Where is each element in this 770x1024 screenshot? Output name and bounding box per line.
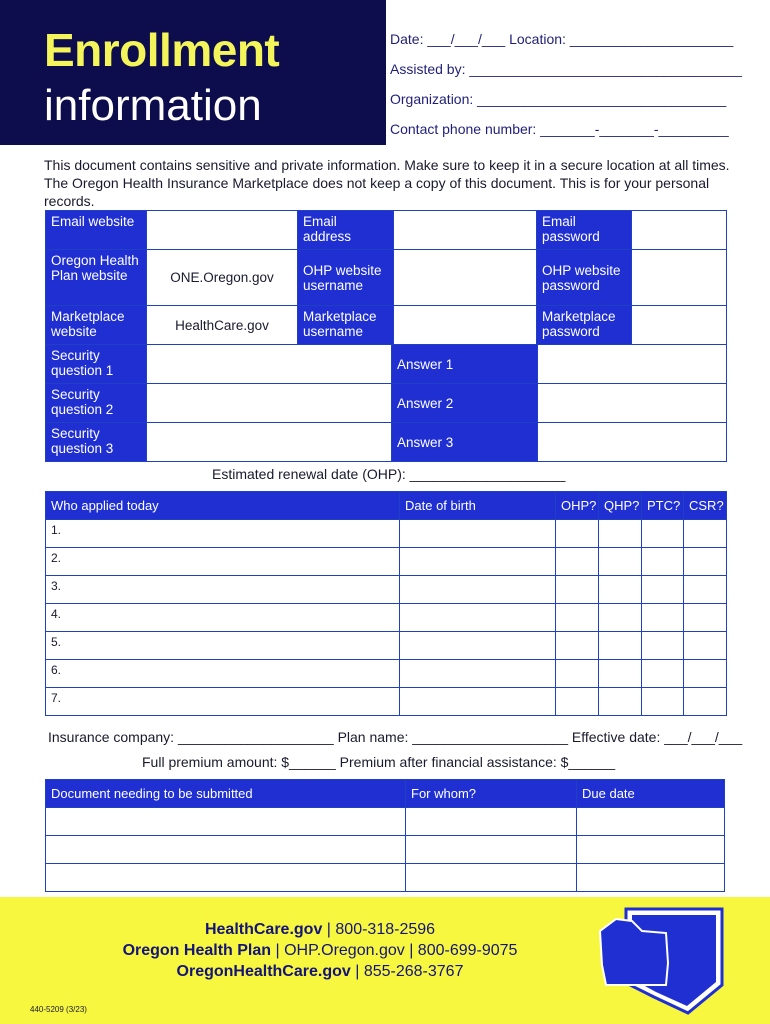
col-date-of-birth: Date of birth [400,492,556,520]
ohp-username-input[interactable] [394,250,537,306]
email-address-input[interactable] [394,211,537,250]
email-password-input[interactable] [632,211,727,250]
applicant-name-cell[interactable]: 1. [46,520,400,548]
applicant-name-cell[interactable]: 6. [46,660,400,688]
email-address-label: Email address [298,211,394,250]
page-subtitle: information [44,81,262,130]
for-whom-cell[interactable] [406,836,577,864]
ohc-link[interactable]: OregonHealthCare.gov [176,963,351,980]
ohp-cell[interactable] [556,632,599,660]
csr-cell[interactable] [684,520,727,548]
table-row [46,520,727,548]
premium-fields[interactable]: Full premium amount: $______ Premium after financial assistance: $______ [142,754,616,770]
security-question-label: Security question 3 [46,423,147,462]
footer [0,897,770,1024]
ptc-cell[interactable] [642,520,684,548]
ohp-cell[interactable] [556,576,599,604]
col-for-whom: For whom? [406,780,577,808]
title-block [0,0,386,145]
col-ptc: PTC? [642,492,684,520]
table-row [46,864,725,892]
healthcare-contact [60,919,580,940]
qhp-cell[interactable] [599,632,642,660]
ohp-contact [60,940,580,961]
ohp-cell[interactable] [556,548,599,576]
contact-list [60,919,580,982]
ptc-cell[interactable] [642,604,684,632]
applicant-name-cell[interactable]: 2. [46,548,400,576]
marketplace-password-input[interactable] [632,306,727,345]
qhp-cell[interactable] [599,548,642,576]
qhp-cell[interactable] [599,660,642,688]
dob-cell[interactable] [400,660,556,688]
csr-cell[interactable] [684,548,727,576]
security-question-label: Security question 2 [46,384,147,423]
for-whom-cell[interactable] [406,808,577,836]
for-whom-cell[interactable] [406,864,577,892]
answer-label: Answer 3 [392,423,538,462]
col-qhp: QHP? [599,492,642,520]
document-cell[interactable] [46,864,406,892]
marketplace-username-input[interactable] [394,306,537,345]
qhp-cell[interactable] [599,604,642,632]
ohp-password-label: OHP website password [537,250,632,306]
table-row [46,548,727,576]
ohp-cell[interactable] [556,688,599,716]
marketplace-website-label: Marketplace website [46,306,147,345]
email-website-input[interactable] [147,211,298,250]
ptc-cell[interactable] [642,548,684,576]
accounts-table [45,210,727,345]
dob-cell[interactable] [400,632,556,660]
assisted-by-field[interactable]: Assisted by: ___________________________________ [390,61,742,77]
contact-phone-field[interactable]: Contact phone number: _______-_______-_________ [390,121,729,137]
csr-cell[interactable] [684,660,727,688]
col-csr: CSR? [684,492,727,520]
meta-fields [390,24,760,144]
csr-cell[interactable] [684,688,727,716]
marketplace-website-value: HealthCare.gov [147,306,298,345]
csr-cell[interactable] [684,604,727,632]
security-question-input[interactable] [147,384,392,423]
document-cell[interactable] [46,808,406,836]
document-cell[interactable] [46,836,406,864]
email-website-label: Email website [46,211,147,250]
ohp-cell[interactable] [556,604,599,632]
dob-cell[interactable] [400,688,556,716]
marketplace-username-label: Marketplace username [298,306,394,345]
csr-cell[interactable] [684,632,727,660]
answer-label: Answer 1 [392,345,538,384]
ohc-phone: | 855-268-3767 [350,963,464,980]
col-who-applied: Who applied today [46,492,400,520]
ohp-details: | OHP.Oregon.gov | 800-699-9075 [271,942,518,959]
answer-input[interactable] [538,423,727,462]
renewal-date-field[interactable]: Estimated renewal date (OHP): ____________________ [212,466,566,482]
ohp-password-input[interactable] [632,250,727,306]
dob-cell[interactable] [400,576,556,604]
ohp-cell[interactable] [556,520,599,548]
date-location-field[interactable]: Date: ___/___/___ Location: _____________________ [390,31,734,47]
ptc-cell[interactable] [642,576,684,604]
healthcare-link[interactable]: HealthCare.gov [204,921,323,938]
page-title: Enrollment [44,24,280,76]
marketplace-password-label: Marketplace password [537,306,632,345]
table-row [46,632,727,660]
table-row [46,576,727,604]
security-question-input[interactable] [147,345,392,384]
col-document: Document needing to be submitted [46,780,406,808]
ptc-cell[interactable] [642,660,684,688]
col-ohp: OHP? [556,492,599,520]
ptc-cell[interactable] [642,632,684,660]
documents-table [45,779,725,892]
table-row [46,808,725,836]
answer-label: Answer 2 [392,384,538,423]
insurance-plan-fields[interactable]: Insurance company: ____________________ Plan name: ____________________ Effective date: ___/___/___ [48,729,743,745]
qhp-cell[interactable] [599,520,642,548]
form-number: 440-5209 (3/23) [30,1005,87,1014]
applicant-name-cell[interactable]: 5. [46,632,400,660]
qhp-cell[interactable] [599,576,642,604]
dob-cell[interactable] [400,548,556,576]
applicant-name-cell[interactable]: 3. [46,576,400,604]
answer-input[interactable] [538,345,727,384]
oregon-state-shield-icon [596,905,726,1017]
due-date-cell[interactable] [577,808,725,836]
security-table [45,344,727,462]
due-date-cell[interactable] [577,836,725,864]
email-password-label: Email password [537,211,632,250]
csr-cell[interactable] [684,576,727,604]
ohp-username-label: OHP website username [298,250,394,306]
answer-input[interactable] [538,384,727,423]
ohp-cell[interactable] [556,660,599,688]
organization-field[interactable]: Organization: ________________________________ [390,91,727,107]
ohc-contact [60,961,580,982]
ptc-cell[interactable] [642,688,684,716]
dob-cell[interactable] [400,604,556,632]
intro-text: This document contains sensitive and private information. Make sure to keep it in a secure location at all times. The Oregon Health Insurance Marketplace does not keep a copy of this document. This is for your personal records. [44,157,730,209]
table-row [46,660,727,688]
table-row [46,604,727,632]
security-question-label: Security question 1 [46,345,147,384]
applicant-name-cell[interactable]: 4. [46,604,400,632]
dob-cell[interactable] [400,520,556,548]
ohp-website-label: Oregon Health Plan website [46,250,147,306]
ohp-website-value: ONE.Oregon.gov [147,250,298,306]
table-row [46,688,727,716]
due-date-cell[interactable] [577,864,725,892]
qhp-cell[interactable] [599,688,642,716]
col-due-date: Due date [577,780,725,808]
applicant-name-cell[interactable]: 7. [46,688,400,716]
applicants-table [45,491,727,716]
ohp-name: Oregon Health Plan [122,942,272,959]
security-question-input[interactable] [147,423,392,462]
healthcare-phone: | 800-318-2596 [322,921,436,938]
table-row [46,836,725,864]
